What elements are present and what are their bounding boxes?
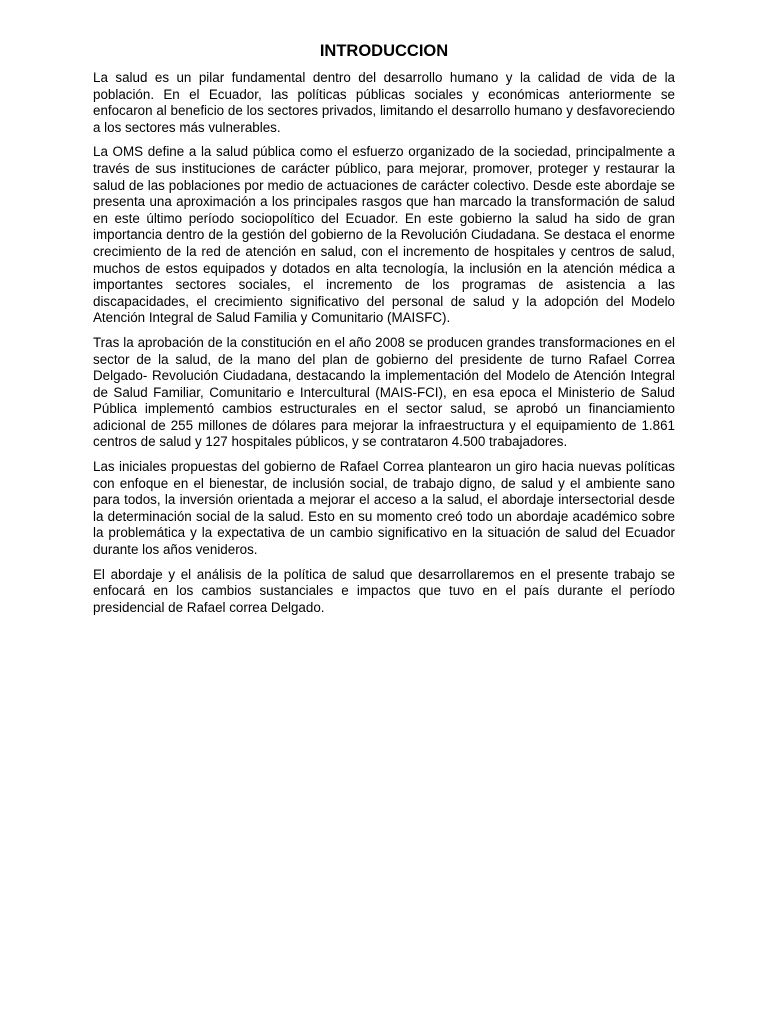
paragraph-3: Tras la aprobación de la constitución en el año 2008 se producen grandes transformaciones en el sector de la salud, de la mano del plan de gobierno del presidente de turno Rafael Correa Delgado- Revolución Ciudadana, destacando la implementación del Modelo de Atención Integral de Salud Familiar, Comunitario e Intercultural (MAIS-FCI), en esa epoca el Ministerio de Salud Pública implementó cambios estructurales en el sector salud, se aprobó un financiamiento adicional de 255 millones de dólares para mejorar la infraestructura y el equipamiento de 1.861 centros de salud y 127 hospitales públicos, y se contrataron 4.500 trabajadores. [93,334,675,450]
paragraph-1: La salud es un pilar fundamental dentro del desarrollo humano y la calidad de vida de la población. En el Ecuador, las políticas públicas sociales y económicas anteriormente se enfocaron al beneficio de los sectores privados, limitando el desarrollo humano y desfavoreciendo a los sectores más vulnerables. [93,70,675,135]
document-page [93,40,675,624]
paragraph-4: Las iniciales propuestas del gobierno de Rafael Correa plantearon un giro hacia nuevas políticas con enfoque en el bienestar, de inclusión social, de trabajo digno, de salud y el ambiente sano para todos, la inversión orientada a mejorar el acceso a la salud, el abordaje intersectorial desde la determinación social de la salud. Esto en su momento creó todo un abordaje académico sobre la problemática y la expectativa de un cambio significativo en la situación de salud del Ecuador durante los años venideros. [93,459,675,558]
paragraph-5: El abordaje y el análisis de la política de salud que desarrollaremos en el presente trabajo se enfocará en los cambios sustanciales e impactos que tuvo en el país durante el período presidencial de Rafael correa Delgado. [93,566,675,615]
document-title: INTRODUCCION [319,42,449,60]
paragraph-2: La OMS define a la salud pública como el esfuerzo organizado de la sociedad, principalmente a través de sus instituciones de carácter público, para mejorar, promover, proteger y restaurar la salud de las poblaciones por medio de actuaciones de carácter colectivo. Desde este abordaje se presenta una aproximación a los principales rasgos que han marcado la transformación de salud en este último período sociopolítico del Ecuador. En este gobierno la salud ha sido de gran importancia dentro de la gestión del gobierno de la Revolución Ciudadana. Se destaca el enorme crecimiento de la red de atención en salud, con el incremento de hospitales y centros de salud, muchos de estos equipados y dotados en alta tecnología, la inclusión en la atención médica a importantes sectores sociales, el incremento de los programas de asistencia a las discapacidades, el crecimiento significativo del personal de salud y la adopción del Modelo Atención Integral de Salud Familia y Comunitario (MAISFC). [93,144,675,326]
